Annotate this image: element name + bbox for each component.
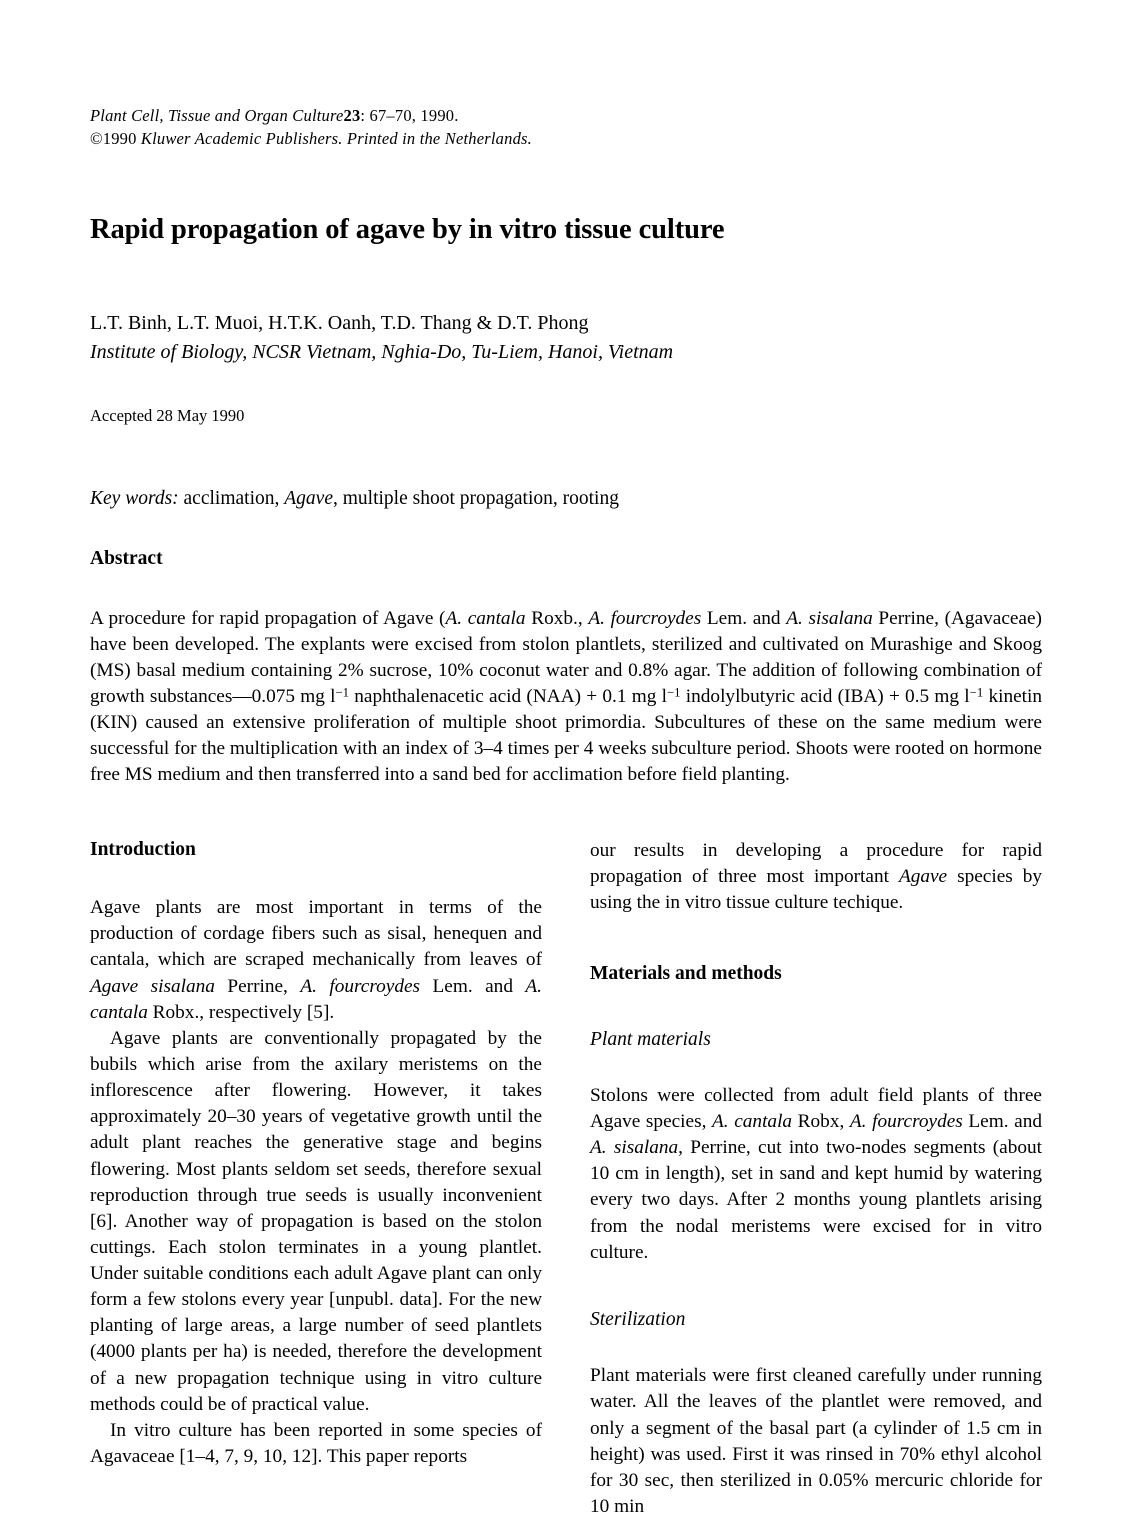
abstract-species-2: A. fourcroydes xyxy=(588,608,702,630)
spacer xyxy=(590,1266,1042,1308)
intro-p1-text-1: Agave plants are most important in terms of the production of cordage fibers such as sisal, henequen and cantala, which are scraped mechanically from leaves of xyxy=(90,897,542,971)
abstract-text-3: Lem. and xyxy=(701,608,787,630)
plant-materials-paragraph xyxy=(590,1083,1042,1266)
intro-p1-species-3: A. cantala xyxy=(90,975,543,1023)
spacer xyxy=(590,986,1042,1028)
abstract-superscript-1: −1 xyxy=(335,685,350,700)
spacer xyxy=(590,1051,1042,1083)
abstract-text-5: naphthalenacetic acid (NAA) + 0.1 mg l xyxy=(349,685,667,707)
spacer xyxy=(590,916,1042,962)
journal-name: Plant Cell, Tissue and Organ Culture xyxy=(90,106,344,125)
abstract-species-3: A. sisalana xyxy=(786,608,873,630)
abstract-text-6: indolylbutyric acid (IBA) + 0.5 mg l xyxy=(680,685,970,707)
right-column xyxy=(590,838,1042,1520)
intro-p1-text-4: Robx., respectively [5]. xyxy=(147,1001,335,1023)
right-p1-text-1: our results in developing a procedure for rapid propagation of three most important xyxy=(590,839,1042,887)
keywords-part-1: acclimation, xyxy=(178,488,285,510)
introduction-heading: Introduction xyxy=(90,838,196,860)
abstract-superscript-3: −1 xyxy=(969,685,984,700)
pm-species-2: A. fourcroydes xyxy=(849,1111,963,1133)
pm-text-2: Robx, xyxy=(792,1111,850,1133)
pm-text-4: , Perrine, cut into two-nodes segments (about 10 cm in length), set in sand and kept humid by watering every two days. After 2 months young plantlets arising from the nodal meristems were excised for in vitro culture. xyxy=(590,1137,1042,1263)
right-p1-text-2: species by using the in vitro tissue culture techique. xyxy=(590,865,1042,913)
accepted-date: Accepted 28 May 1990 xyxy=(90,406,245,426)
left-column xyxy=(90,838,542,1520)
keywords-part-2: , multiple shoot propagation, rooting xyxy=(332,488,619,510)
abstract-text-2: Roxb., xyxy=(525,608,589,630)
page-title: Rapid propagation of agave by in vitro tissue culture xyxy=(90,213,725,245)
abstract-superscript-2: −1 xyxy=(667,685,681,700)
sterilization-heading: Sterilization xyxy=(590,1308,686,1330)
spacer xyxy=(90,861,542,895)
abstract-text-1: A procedure for rapid propagation of Agave ( xyxy=(90,608,446,630)
intro-p1-species-2: A. fourcroydes xyxy=(300,975,421,997)
publisher-name: Kluwer Academic Publishers. Printed in the Netherlands. xyxy=(140,129,532,149)
materials-and-methods-heading: Materials and methods xyxy=(590,963,782,985)
affiliation: Institute of Biology, NCSR Vietnam, Nghia-Do, Tu-Liem, Hanoi, Vietnam xyxy=(90,341,674,364)
journal-pages-year: : 67–70, 1990. xyxy=(360,106,459,125)
keywords-species: Agave xyxy=(284,488,333,510)
spacer xyxy=(590,1331,1042,1363)
pm-species-3: A. sisalana xyxy=(590,1137,679,1159)
intro-p1-text-2: Perrine, xyxy=(214,975,301,997)
journal-header-block xyxy=(90,104,1042,151)
intro-continuation-paragraph xyxy=(590,838,1042,916)
two-column-body xyxy=(90,788,1042,1520)
journal-citation-line xyxy=(90,104,1042,127)
copyright-symbol: © xyxy=(90,129,103,149)
pm-species-1: A. cantala xyxy=(712,1111,793,1133)
keywords-line xyxy=(90,426,1042,510)
journal-volume: 23 xyxy=(343,106,361,125)
intro-paragraph-3: In vitro culture has been reported in some species of Agavaceae [1–4, 7, 9, 10, 12]. This paper reports xyxy=(90,1419,542,1468)
abstract-species-1: A. cantala xyxy=(445,608,526,630)
keywords-label: Key words: xyxy=(90,488,179,510)
right-p1-species-1: Agave xyxy=(898,865,948,887)
copyright-line xyxy=(90,127,1042,150)
plant-materials-heading: Plant materials xyxy=(590,1028,711,1050)
sterilization-paragraph: Plant materials were first cleaned carefully under running water. All the leaves of the plantlet were removed, and only a segment of the basal part (a cylinder of 1.5 cm in height) was used. First it was rinsed in 70% ethyl alcohol for 30 sec, then sterilized in 0.05% mercuric chloride for 10 min xyxy=(590,1365,1042,1517)
copyright-year: 1990 xyxy=(102,129,137,149)
abstract-text-7: kinetin (KIN) caused an extensive proliferation of multiple shoot primordia. Subcultures of these on the same medium were successful for the multiplication with an index of 3–4 times per 4 weeks subculture period. Shoots were rooted on hormone free MS medium and then transferred into a sand bed for acclimation before field planting. xyxy=(90,685,1042,785)
intro-p1-text-3: Lem. and xyxy=(420,975,526,997)
intro-p1-species-1: Agave sisalana xyxy=(90,975,215,997)
pm-text-1: Stolons were collected from adult field plants of three Agave species, xyxy=(590,1084,1042,1133)
abstract-text-4: Perrine, (Agavaceae) have been developed. The explants were excised from stolon plantlets, sterilized and cultivated on Murashige and Skoog (MS) basal medium containing 2% sucrose, 10% coconut water and 0.8% agar. The addition of following combination of growth substances—0.075 mg l xyxy=(90,608,1042,707)
page-content xyxy=(90,104,1042,1520)
abstract-body xyxy=(90,570,1042,788)
intro-paragraph-2: Agave plants are conventionally propagated by the bubils which arise from the axilary meristems on the inflorescence after flowering. However, it takes approximately 20–30 years of vegetative growth until the adult plant reaches the generative stage and begins flowering. Most plants seldom set seeds, therefore sexual reproduction through true seeds is usually inconvenient [6]. Another way of propagation is based on the stolon cuttings. Each stolon terminates in a young plantlet. Under suitable conditions each adult Agave plant can only form a few stolons every year [unpubl. data]. For the new planting of large areas, a large number of seed plantlets (4000 plants per ha) is needed, therefore the development of a new propagation technique using in vitro culture methods could be of practical value. xyxy=(90,1027,542,1415)
author-list: L.T. Binh, L.T. Muoi, H.T.K. Oanh, T.D. Thang & D.T. Phong xyxy=(90,312,589,335)
abstract-heading: Abstract xyxy=(90,548,163,570)
pm-text-3: Lem. and xyxy=(962,1111,1043,1133)
intro-paragraph-1 xyxy=(90,895,542,1026)
